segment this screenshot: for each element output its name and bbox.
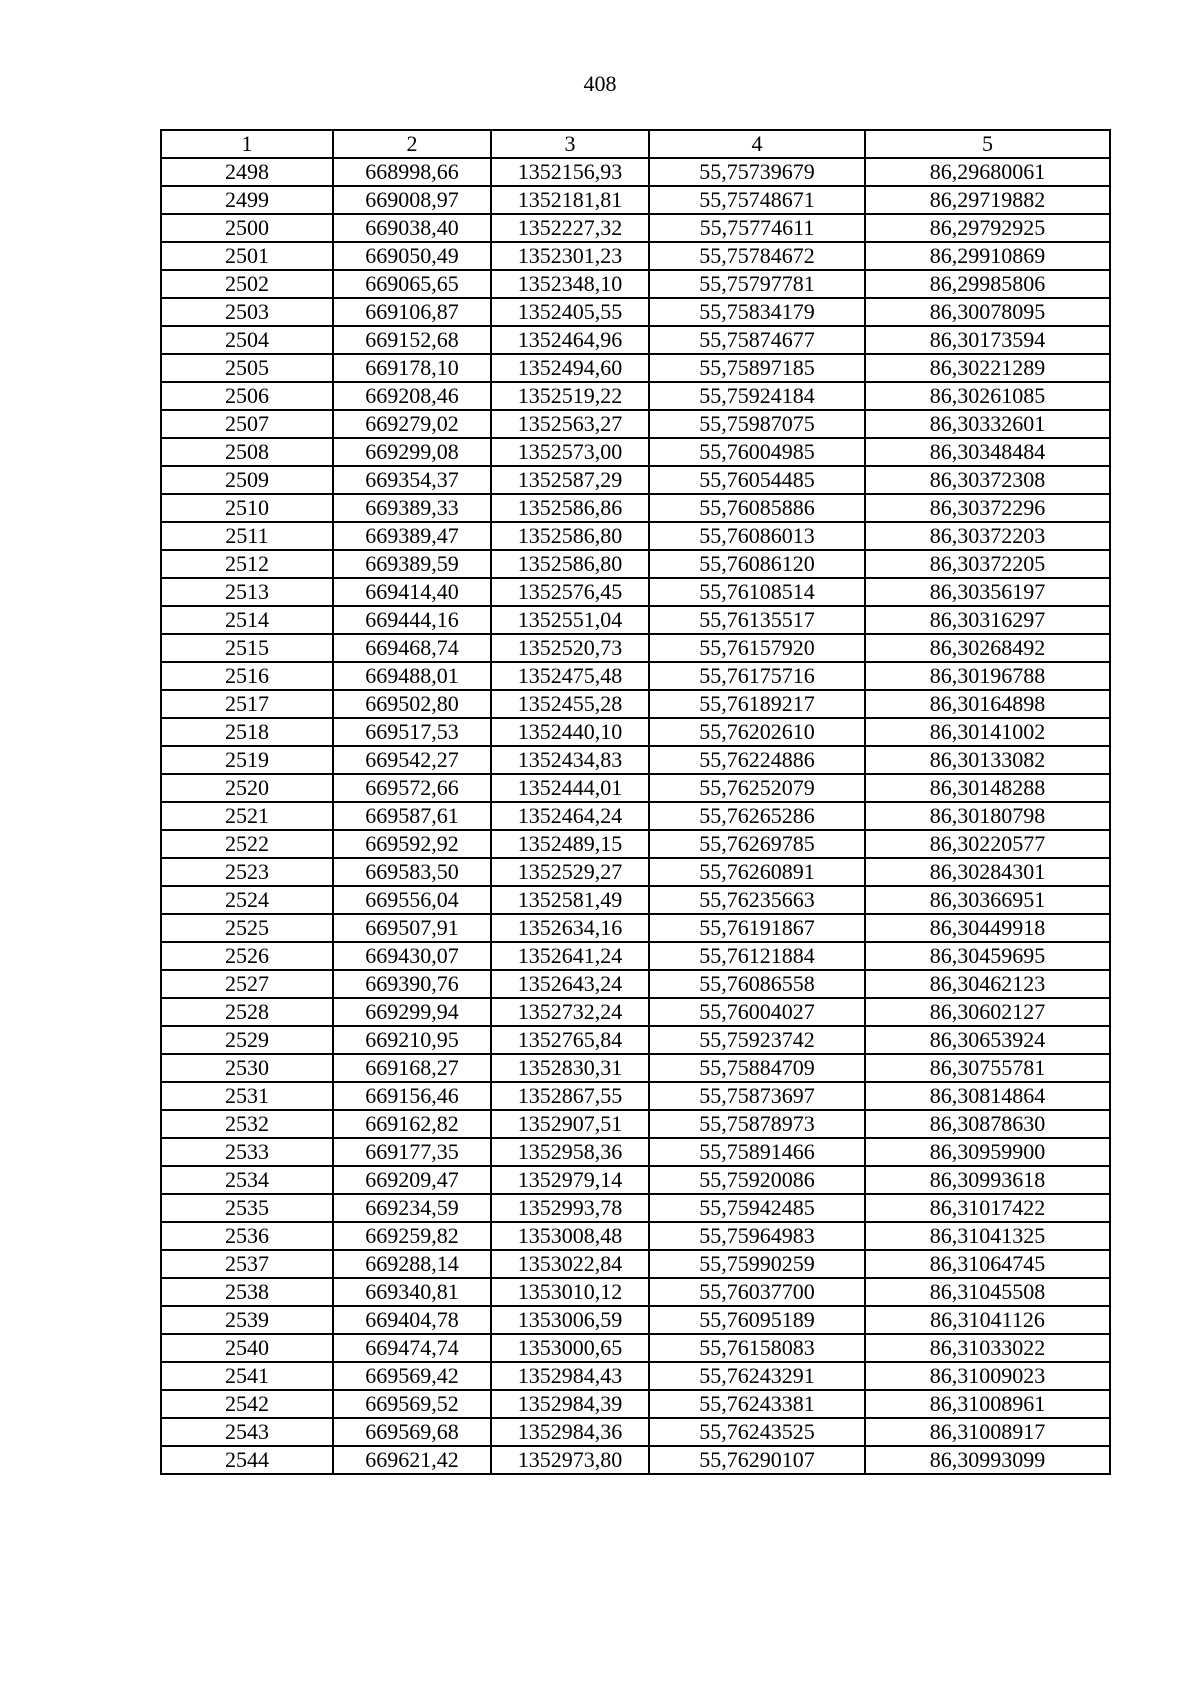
x-coordinate-cell: 669414,40 — [333, 578, 491, 606]
y-coordinate-cell: 1353006,59 — [491, 1306, 649, 1334]
column-header-3: 3 — [491, 130, 649, 158]
latitude-cell: 55,75891466 — [649, 1138, 865, 1166]
y-coordinate-cell: 1353010,12 — [491, 1278, 649, 1306]
latitude-cell: 55,76085886 — [649, 494, 865, 522]
table-row — [161, 1110, 1110, 1138]
latitude-cell: 55,76095189 — [649, 1306, 865, 1334]
longitude-cell: 86,31033022 — [865, 1334, 1110, 1362]
y-coordinate-cell: 1352587,29 — [491, 466, 649, 494]
y-coordinate-cell: 1352475,48 — [491, 662, 649, 690]
latitude-cell: 55,76224886 — [649, 746, 865, 774]
x-coordinate-cell: 669168,27 — [333, 1054, 491, 1082]
table-row — [161, 1082, 1110, 1110]
latitude-cell: 55,75923742 — [649, 1026, 865, 1054]
table-row — [161, 914, 1110, 942]
latitude-cell: 55,76086558 — [649, 970, 865, 998]
x-coordinate-cell: 669389,47 — [333, 522, 491, 550]
x-coordinate-cell: 669152,68 — [333, 326, 491, 354]
latitude-cell: 55,76290107 — [649, 1446, 865, 1474]
y-coordinate-cell: 1352984,36 — [491, 1418, 649, 1446]
point-number-cell: 2522 — [161, 830, 333, 858]
table-row — [161, 1306, 1110, 1334]
point-number-cell: 2499 — [161, 186, 333, 214]
point-number-cell: 2534 — [161, 1166, 333, 1194]
latitude-cell: 55,75897185 — [649, 354, 865, 382]
point-number-cell: 2533 — [161, 1138, 333, 1166]
table-row — [161, 438, 1110, 466]
x-coordinate-cell: 669583,50 — [333, 858, 491, 886]
x-coordinate-cell: 669404,78 — [333, 1306, 491, 1334]
latitude-cell: 55,76108514 — [649, 578, 865, 606]
table-row — [161, 690, 1110, 718]
longitude-cell: 86,30268492 — [865, 634, 1110, 662]
longitude-cell: 86,30332601 — [865, 410, 1110, 438]
y-coordinate-cell: 1352440,10 — [491, 718, 649, 746]
table-row — [161, 606, 1110, 634]
longitude-cell: 86,31041325 — [865, 1222, 1110, 1250]
latitude-cell: 55,76191867 — [649, 914, 865, 942]
table-row — [161, 998, 1110, 1026]
latitude-cell: 55,75834179 — [649, 298, 865, 326]
longitude-cell: 86,30959900 — [865, 1138, 1110, 1166]
longitude-cell: 86,30372205 — [865, 550, 1110, 578]
longitude-cell: 86,30148288 — [865, 774, 1110, 802]
y-coordinate-cell: 1352581,49 — [491, 886, 649, 914]
latitude-cell: 55,76086013 — [649, 522, 865, 550]
latitude-cell: 55,76037700 — [649, 1278, 865, 1306]
point-number-cell: 2520 — [161, 774, 333, 802]
table-row — [161, 1250, 1110, 1278]
longitude-cell: 86,30133082 — [865, 746, 1110, 774]
table-row — [161, 382, 1110, 410]
latitude-cell: 55,76157920 — [649, 634, 865, 662]
latitude-cell: 55,76243291 — [649, 1362, 865, 1390]
y-coordinate-cell: 1352156,93 — [491, 158, 649, 186]
table-row — [161, 270, 1110, 298]
x-coordinate-cell: 669209,47 — [333, 1166, 491, 1194]
latitude-cell: 55,76202610 — [649, 718, 865, 746]
point-number-cell: 2527 — [161, 970, 333, 998]
latitude-cell: 55,75784672 — [649, 242, 865, 270]
x-coordinate-cell: 669008,97 — [333, 186, 491, 214]
x-coordinate-cell: 669569,42 — [333, 1362, 491, 1390]
y-coordinate-cell: 1352586,80 — [491, 550, 649, 578]
latitude-cell: 55,75990259 — [649, 1250, 865, 1278]
longitude-cell: 86,30602127 — [865, 998, 1110, 1026]
y-coordinate-cell: 1352434,83 — [491, 746, 649, 774]
y-coordinate-cell: 1352529,27 — [491, 858, 649, 886]
point-number-cell: 2502 — [161, 270, 333, 298]
y-coordinate-cell: 1352519,22 — [491, 382, 649, 410]
latitude-cell: 55,76189217 — [649, 690, 865, 718]
longitude-cell: 86,29910869 — [865, 242, 1110, 270]
longitude-cell: 86,30348484 — [865, 438, 1110, 466]
point-number-cell: 2514 — [161, 606, 333, 634]
y-coordinate-cell: 1353008,48 — [491, 1222, 649, 1250]
longitude-cell: 86,31041126 — [865, 1306, 1110, 1334]
longitude-cell: 86,29680061 — [865, 158, 1110, 186]
point-number-cell: 2526 — [161, 942, 333, 970]
longitude-cell: 86,30462123 — [865, 970, 1110, 998]
table-row — [161, 214, 1110, 242]
longitude-cell: 86,31008961 — [865, 1390, 1110, 1418]
x-coordinate-cell: 669208,46 — [333, 382, 491, 410]
table-row — [161, 802, 1110, 830]
x-coordinate-cell: 669390,76 — [333, 970, 491, 998]
x-coordinate-cell: 669340,81 — [333, 1278, 491, 1306]
x-coordinate-cell: 669178,10 — [333, 354, 491, 382]
table-row — [161, 242, 1110, 270]
longitude-cell: 86,30653924 — [865, 1026, 1110, 1054]
longitude-cell: 86,30366951 — [865, 886, 1110, 914]
longitude-cell: 86,30878630 — [865, 1110, 1110, 1138]
table-row — [161, 494, 1110, 522]
x-coordinate-cell: 669488,01 — [333, 662, 491, 690]
y-coordinate-cell: 1352586,86 — [491, 494, 649, 522]
x-coordinate-cell: 669210,95 — [333, 1026, 491, 1054]
x-coordinate-cell: 669592,92 — [333, 830, 491, 858]
point-number-cell: 2541 — [161, 1362, 333, 1390]
table-row — [161, 158, 1110, 186]
latitude-cell: 55,75964983 — [649, 1222, 865, 1250]
y-coordinate-cell: 1352464,96 — [491, 326, 649, 354]
table-row — [161, 634, 1110, 662]
y-coordinate-cell: 1352444,01 — [491, 774, 649, 802]
point-number-cell: 2508 — [161, 438, 333, 466]
table-row — [161, 858, 1110, 886]
longitude-cell: 86,30993099 — [865, 1446, 1110, 1474]
table-row — [161, 662, 1110, 690]
x-coordinate-cell: 669106,87 — [333, 298, 491, 326]
y-coordinate-cell: 1352551,04 — [491, 606, 649, 634]
point-number-cell: 2511 — [161, 522, 333, 550]
table-row — [161, 830, 1110, 858]
x-coordinate-cell: 669288,14 — [333, 1250, 491, 1278]
longitude-cell: 86,30078095 — [865, 298, 1110, 326]
point-number-cell: 2501 — [161, 242, 333, 270]
table-row — [161, 1166, 1110, 1194]
longitude-cell: 86,30196788 — [865, 662, 1110, 690]
table-row — [161, 1054, 1110, 1082]
longitude-cell: 86,30316297 — [865, 606, 1110, 634]
x-coordinate-cell: 669259,82 — [333, 1222, 491, 1250]
latitude-cell: 55,76260891 — [649, 858, 865, 886]
point-number-cell: 2530 — [161, 1054, 333, 1082]
y-coordinate-cell: 1352181,81 — [491, 186, 649, 214]
point-number-cell: 2500 — [161, 214, 333, 242]
longitude-cell: 86,30164898 — [865, 690, 1110, 718]
y-coordinate-cell: 1352405,55 — [491, 298, 649, 326]
latitude-cell: 55,76265286 — [649, 802, 865, 830]
table-row — [161, 522, 1110, 550]
point-number-cell: 2538 — [161, 1278, 333, 1306]
x-coordinate-cell: 669444,16 — [333, 606, 491, 634]
point-number-cell: 2525 — [161, 914, 333, 942]
y-coordinate-cell: 1352984,43 — [491, 1362, 649, 1390]
table-row — [161, 466, 1110, 494]
x-coordinate-cell: 668998,66 — [333, 158, 491, 186]
table-row — [161, 1278, 1110, 1306]
latitude-cell: 55,75873697 — [649, 1082, 865, 1110]
x-coordinate-cell: 669507,91 — [333, 914, 491, 942]
point-number-cell: 2518 — [161, 718, 333, 746]
x-coordinate-cell: 669177,35 — [333, 1138, 491, 1166]
latitude-cell: 55,75774611 — [649, 214, 865, 242]
table-row — [161, 354, 1110, 382]
x-coordinate-cell: 669517,53 — [333, 718, 491, 746]
y-coordinate-cell: 1352634,16 — [491, 914, 649, 942]
y-coordinate-cell: 1352586,80 — [491, 522, 649, 550]
x-coordinate-cell: 669065,65 — [333, 270, 491, 298]
longitude-cell: 86,30173594 — [865, 326, 1110, 354]
longitude-cell: 86,31064745 — [865, 1250, 1110, 1278]
latitude-cell: 55,75987075 — [649, 410, 865, 438]
x-coordinate-cell: 669299,08 — [333, 438, 491, 466]
latitude-cell: 55,76175716 — [649, 662, 865, 690]
column-header-2: 2 — [333, 130, 491, 158]
x-coordinate-cell: 669156,46 — [333, 1082, 491, 1110]
point-number-cell: 2510 — [161, 494, 333, 522]
latitude-cell: 55,75920086 — [649, 1166, 865, 1194]
column-header-4: 4 — [649, 130, 865, 158]
point-number-cell: 2507 — [161, 410, 333, 438]
longitude-cell: 86,30220577 — [865, 830, 1110, 858]
point-number-cell: 2542 — [161, 1390, 333, 1418]
table-row — [161, 1390, 1110, 1418]
longitude-cell: 86,30449918 — [865, 914, 1110, 942]
y-coordinate-cell: 1352301,23 — [491, 242, 649, 270]
y-coordinate-cell: 1352973,80 — [491, 1446, 649, 1474]
latitude-cell: 55,76243525 — [649, 1418, 865, 1446]
longitude-cell: 86,30814864 — [865, 1082, 1110, 1110]
point-number-cell: 2503 — [161, 298, 333, 326]
longitude-cell: 86,29792925 — [865, 214, 1110, 242]
table-row — [161, 1418, 1110, 1446]
latitude-cell: 55,75748671 — [649, 186, 865, 214]
y-coordinate-cell: 1352464,24 — [491, 802, 649, 830]
x-coordinate-cell: 669587,61 — [333, 802, 491, 830]
point-number-cell: 2529 — [161, 1026, 333, 1054]
longitude-cell: 86,31017422 — [865, 1194, 1110, 1222]
point-number-cell: 2536 — [161, 1222, 333, 1250]
y-coordinate-cell: 1352573,00 — [491, 438, 649, 466]
point-number-cell: 2544 — [161, 1446, 333, 1474]
point-number-cell: 2505 — [161, 354, 333, 382]
point-number-cell: 2528 — [161, 998, 333, 1026]
longitude-cell: 86,30261085 — [865, 382, 1110, 410]
latitude-cell: 55,76269785 — [649, 830, 865, 858]
y-coordinate-cell: 1352867,55 — [491, 1082, 649, 1110]
latitude-cell: 55,76235663 — [649, 886, 865, 914]
table-row — [161, 578, 1110, 606]
x-coordinate-cell: 669556,04 — [333, 886, 491, 914]
x-coordinate-cell: 669234,59 — [333, 1194, 491, 1222]
point-number-cell: 2498 — [161, 158, 333, 186]
y-coordinate-cell: 1352576,45 — [491, 578, 649, 606]
longitude-cell: 86,31008917 — [865, 1418, 1110, 1446]
point-number-cell: 2515 — [161, 634, 333, 662]
longitude-cell: 86,29985806 — [865, 270, 1110, 298]
latitude-cell: 55,76135517 — [649, 606, 865, 634]
x-coordinate-cell: 669050,49 — [333, 242, 491, 270]
column-header-1: 1 — [161, 130, 333, 158]
table-row — [161, 1194, 1110, 1222]
table-header-row — [161, 130, 1110, 158]
latitude-cell: 55,76054485 — [649, 466, 865, 494]
longitude-cell: 86,30284301 — [865, 858, 1110, 886]
y-coordinate-cell: 1352494,60 — [491, 354, 649, 382]
point-number-cell: 2516 — [161, 662, 333, 690]
table-row — [161, 774, 1110, 802]
longitude-cell: 86,30372296 — [865, 494, 1110, 522]
x-coordinate-cell: 669038,40 — [333, 214, 491, 242]
x-coordinate-cell: 669389,59 — [333, 550, 491, 578]
x-coordinate-cell: 669162,82 — [333, 1110, 491, 1138]
point-number-cell: 2539 — [161, 1306, 333, 1334]
x-coordinate-cell: 669621,42 — [333, 1446, 491, 1474]
x-coordinate-cell: 669430,07 — [333, 942, 491, 970]
longitude-cell: 86,30141002 — [865, 718, 1110, 746]
y-coordinate-cell: 1352979,14 — [491, 1166, 649, 1194]
point-number-cell: 2513 — [161, 578, 333, 606]
y-coordinate-cell: 1353000,65 — [491, 1334, 649, 1362]
y-coordinate-cell: 1352489,15 — [491, 830, 649, 858]
column-header-5: 5 — [865, 130, 1110, 158]
point-number-cell: 2519 — [161, 746, 333, 774]
x-coordinate-cell: 669569,52 — [333, 1390, 491, 1418]
x-coordinate-cell: 669474,74 — [333, 1334, 491, 1362]
table-row — [161, 410, 1110, 438]
y-coordinate-cell: 1352227,32 — [491, 214, 649, 242]
point-number-cell: 2521 — [161, 802, 333, 830]
point-number-cell: 2532 — [161, 1110, 333, 1138]
table-row — [161, 1334, 1110, 1362]
y-coordinate-cell: 1352993,78 — [491, 1194, 649, 1222]
table-row — [161, 942, 1110, 970]
longitude-cell: 86,30993618 — [865, 1166, 1110, 1194]
y-coordinate-cell: 1352641,24 — [491, 942, 649, 970]
point-number-cell: 2535 — [161, 1194, 333, 1222]
latitude-cell: 55,75878973 — [649, 1110, 865, 1138]
table-row — [161, 298, 1110, 326]
table-row — [161, 718, 1110, 746]
longitude-cell: 86,31045508 — [865, 1278, 1110, 1306]
point-number-cell: 2517 — [161, 690, 333, 718]
latitude-cell: 55,76243381 — [649, 1390, 865, 1418]
table-row — [161, 1138, 1110, 1166]
table-row — [161, 1026, 1110, 1054]
y-coordinate-cell: 1352643,24 — [491, 970, 649, 998]
latitude-cell: 55,75739679 — [649, 158, 865, 186]
x-coordinate-cell: 669468,74 — [333, 634, 491, 662]
point-number-cell: 2509 — [161, 466, 333, 494]
latitude-cell: 55,76004027 — [649, 998, 865, 1026]
page-number: 408 — [583, 71, 617, 96]
longitude-cell: 86,30221289 — [865, 354, 1110, 382]
x-coordinate-cell: 669542,27 — [333, 746, 491, 774]
y-coordinate-cell: 1352984,39 — [491, 1390, 649, 1418]
point-number-cell: 2512 — [161, 550, 333, 578]
longitude-cell: 86,30180798 — [865, 802, 1110, 830]
point-number-cell: 2543 — [161, 1418, 333, 1446]
point-number-cell: 2504 — [161, 326, 333, 354]
table-row — [161, 1446, 1110, 1474]
point-number-cell: 2524 — [161, 886, 333, 914]
x-coordinate-cell: 669354,37 — [333, 466, 491, 494]
longitude-cell: 86,29719882 — [865, 186, 1110, 214]
point-number-cell: 2540 — [161, 1334, 333, 1362]
table-row — [161, 886, 1110, 914]
latitude-cell: 55,75924184 — [649, 382, 865, 410]
table-row — [161, 326, 1110, 354]
table-row — [161, 970, 1110, 998]
latitude-cell: 55,76158083 — [649, 1334, 865, 1362]
latitude-cell: 55,76252079 — [649, 774, 865, 802]
coordinates-table — [160, 129, 1111, 1475]
latitude-cell: 55,75874677 — [649, 326, 865, 354]
latitude-cell: 55,76004985 — [649, 438, 865, 466]
x-coordinate-cell: 669389,33 — [333, 494, 491, 522]
x-coordinate-cell: 669569,68 — [333, 1418, 491, 1446]
latitude-cell: 55,76086120 — [649, 550, 865, 578]
y-coordinate-cell: 1352563,27 — [491, 410, 649, 438]
y-coordinate-cell: 1352958,36 — [491, 1138, 649, 1166]
y-coordinate-cell: 1352455,28 — [491, 690, 649, 718]
x-coordinate-cell: 669502,80 — [333, 690, 491, 718]
table-row — [161, 1362, 1110, 1390]
latitude-cell: 55,76121884 — [649, 942, 865, 970]
y-coordinate-cell: 1352830,31 — [491, 1054, 649, 1082]
x-coordinate-cell: 669299,94 — [333, 998, 491, 1026]
longitude-cell: 86,30372203 — [865, 522, 1110, 550]
longitude-cell: 86,30459695 — [865, 942, 1110, 970]
longitude-cell: 86,30372308 — [865, 466, 1110, 494]
y-coordinate-cell: 1352732,24 — [491, 998, 649, 1026]
point-number-cell: 2506 — [161, 382, 333, 410]
latitude-cell: 55,75797781 — [649, 270, 865, 298]
y-coordinate-cell: 1352765,84 — [491, 1026, 649, 1054]
x-coordinate-cell: 669572,66 — [333, 774, 491, 802]
point-number-cell: 2523 — [161, 858, 333, 886]
y-coordinate-cell: 1352907,51 — [491, 1110, 649, 1138]
longitude-cell: 86,30356197 — [865, 578, 1110, 606]
y-coordinate-cell: 1352520,73 — [491, 634, 649, 662]
latitude-cell: 55,75884709 — [649, 1054, 865, 1082]
longitude-cell: 86,30755781 — [865, 1054, 1110, 1082]
table-row — [161, 1222, 1110, 1250]
point-number-cell: 2531 — [161, 1082, 333, 1110]
point-number-cell: 2537 — [161, 1250, 333, 1278]
table-row — [161, 186, 1110, 214]
y-coordinate-cell: 1352348,10 — [491, 270, 649, 298]
latitude-cell: 55,75942485 — [649, 1194, 865, 1222]
y-coordinate-cell: 1353022,84 — [491, 1250, 649, 1278]
table-body — [161, 158, 1110, 1474]
longitude-cell: 86,31009023 — [865, 1362, 1110, 1390]
table-row — [161, 746, 1110, 774]
x-coordinate-cell: 669279,02 — [333, 410, 491, 438]
table-row — [161, 550, 1110, 578]
